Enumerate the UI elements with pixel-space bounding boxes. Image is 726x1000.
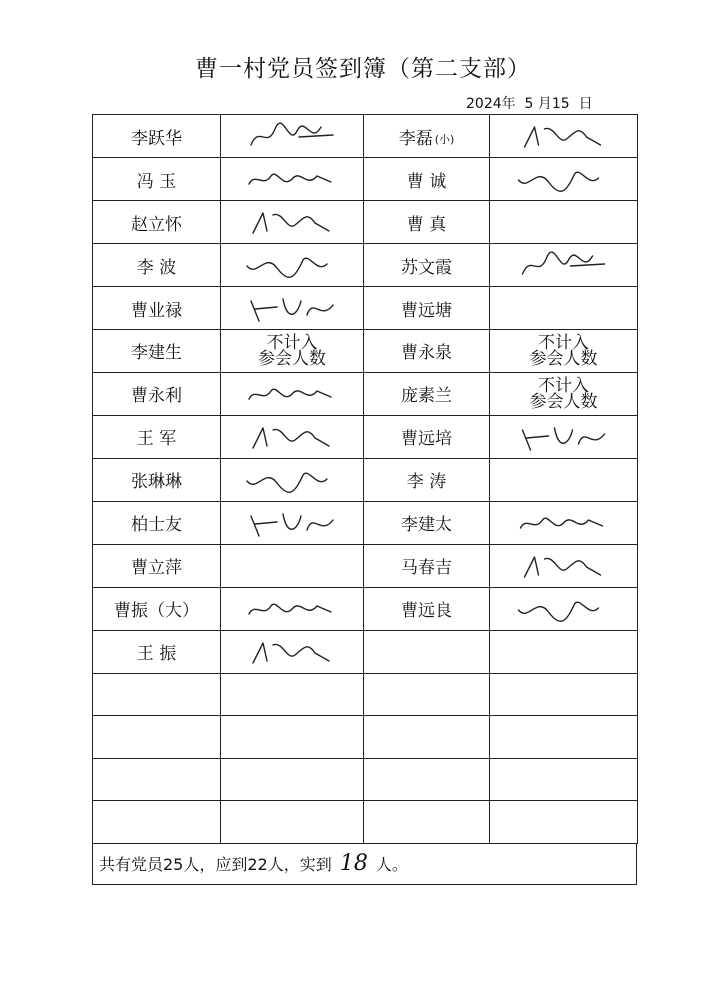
table-row — [93, 673, 638, 716]
table-row — [93, 287, 638, 330]
sheet-title: 曹一村党员签到簿（第二支部） — [195, 56, 531, 82]
left-member-name — [93, 716, 221, 759]
right-member-name — [364, 201, 490, 244]
left-signature-empty — [221, 673, 364, 716]
right-member-name — [364, 801, 490, 844]
left-signature — [221, 158, 364, 201]
member-name-text: 李建太 — [401, 515, 452, 535]
note-line: 参会人数 — [529, 348, 598, 369]
table-row — [93, 201, 638, 244]
left-not-counted-note — [221, 330, 364, 373]
note-line: 参会人数 — [529, 391, 598, 412]
member-name-text: 曹 诚 — [406, 171, 447, 192]
member-name-text: 冯 玉 — [136, 171, 177, 192]
handwritten-signature — [490, 588, 637, 630]
left-signature — [221, 415, 364, 458]
right-member-name — [364, 244, 490, 287]
member-name-suffix: (小) — [434, 132, 455, 146]
right-signature-empty — [490, 758, 638, 801]
summary-suffix: 人。 — [375, 855, 408, 874]
right-signature — [490, 415, 638, 458]
handwritten-signature — [221, 459, 363, 501]
handwritten-signature — [221, 373, 363, 415]
left-member-name — [93, 244, 221, 287]
right-member-name — [364, 758, 490, 801]
right-not-counted-note — [490, 330, 638, 373]
table-row — [93, 415, 638, 458]
member-name-text: 李跃华 — [131, 128, 182, 149]
member-name-text: 曹远塘 — [401, 300, 452, 321]
member-name-text: 曹立萍 — [131, 558, 182, 578]
handwritten-signature — [490, 115, 637, 157]
left-signature-empty — [221, 758, 364, 801]
left-member-name — [93, 201, 221, 244]
handwritten-signature — [221, 502, 363, 544]
member-name-text: 马春吉 — [401, 558, 452, 578]
handwritten-signature — [221, 416, 363, 458]
sign-in-table — [92, 114, 638, 844]
handwritten-signature — [221, 244, 363, 286]
left-signature — [221, 458, 364, 501]
right-signature-empty — [490, 201, 638, 244]
handwritten-signature — [221, 287, 363, 329]
attendance-summary — [92, 843, 637, 885]
right-member-name — [364, 458, 490, 501]
table-row — [93, 587, 638, 630]
table-row — [93, 758, 638, 801]
left-member-name — [93, 630, 221, 673]
right-member-name — [364, 544, 490, 587]
member-name-text: 王 振 — [136, 644, 177, 664]
right-signature-empty — [490, 287, 638, 330]
handwritten-signature — [490, 416, 637, 458]
right-signature-empty — [490, 801, 638, 844]
handwritten-signature — [221, 588, 363, 630]
left-member-name — [93, 287, 221, 330]
right-member-name — [364, 673, 490, 716]
member-name-text: 曹 真 — [406, 214, 447, 235]
right-member-name — [364, 158, 490, 201]
right-not-counted-note — [490, 372, 638, 415]
left-member-name — [93, 544, 221, 587]
right-signature — [490, 115, 638, 158]
right-signature — [490, 544, 638, 587]
right-member-name — [364, 287, 490, 330]
handwritten-signature — [221, 158, 363, 200]
right-signature — [490, 244, 638, 287]
right-member-name — [364, 372, 490, 415]
member-name-text: 曹振（大） — [114, 601, 199, 621]
left-signature — [221, 115, 364, 158]
table-row — [93, 458, 638, 501]
right-member-name — [364, 587, 490, 630]
handwritten-signature — [221, 631, 363, 673]
table-row — [93, 158, 638, 201]
member-name-text: 张琳琳 — [131, 472, 182, 492]
member-name-text: 李 涛 — [406, 472, 447, 492]
member-name-text: 柏士友 — [131, 515, 182, 535]
member-name-text: 赵立怀 — [131, 214, 182, 235]
member-name-text: 曹远培 — [401, 429, 452, 449]
table-row — [93, 501, 638, 544]
left-member-name — [93, 372, 221, 415]
right-signature-empty — [490, 716, 638, 759]
table-row — [93, 544, 638, 587]
right-member-name — [364, 115, 490, 158]
left-member-name — [93, 415, 221, 458]
left-signature-empty — [221, 544, 364, 587]
member-name-text: 庞素兰 — [401, 386, 452, 406]
note-line: 参会人数 — [258, 348, 326, 369]
left-member-name — [93, 330, 221, 373]
right-signature-empty — [490, 458, 638, 501]
left-member-name — [93, 458, 221, 501]
table-row — [93, 115, 638, 158]
right-member-name — [364, 415, 490, 458]
table-row — [93, 244, 638, 287]
member-name-text: 李 波 — [136, 257, 177, 278]
handwritten-signature — [490, 158, 637, 200]
table-row — [93, 630, 638, 673]
handwritten-signature — [490, 502, 637, 544]
left-signature — [221, 287, 364, 330]
handwritten-signature — [221, 201, 363, 243]
right-member-name — [364, 501, 490, 544]
left-signature-empty — [221, 716, 364, 759]
actual-count-handwritten: 18 — [339, 851, 368, 876]
member-name-text: 李建生 — [131, 343, 182, 364]
right-member-name — [364, 330, 490, 373]
left-member-name — [93, 801, 221, 844]
left-member-name — [93, 501, 221, 544]
member-name-text: 曹永利 — [131, 386, 182, 406]
left-member-name — [93, 158, 221, 201]
table-row — [93, 801, 638, 844]
left-member-name — [93, 758, 221, 801]
right-signature-empty — [490, 673, 638, 716]
handwritten-signature — [490, 545, 637, 587]
member-name-text: 王 军 — [136, 429, 177, 449]
handwritten-signature — [221, 115, 363, 157]
handwritten-signature — [490, 244, 637, 286]
left-signature — [221, 587, 364, 630]
table-row — [93, 716, 638, 759]
left-signature — [221, 372, 364, 415]
summary-prefix: 共有党员25人，应到22人，实到 — [99, 855, 332, 874]
note-line: 不计入 — [266, 332, 318, 353]
table-row — [93, 330, 638, 373]
sign-in-date: 2024年 5 月15 日 — [466, 96, 593, 112]
table-row — [93, 372, 638, 415]
member-name-text: 曹远良 — [401, 601, 452, 621]
left-member-name — [93, 587, 221, 630]
left-signature — [221, 630, 364, 673]
left-signature-empty — [221, 801, 364, 844]
note-line: 不计入 — [538, 332, 589, 353]
left-signature — [221, 501, 364, 544]
right-signature — [490, 158, 638, 201]
member-name-text: 曹业禄 — [131, 300, 182, 321]
right-signature — [490, 501, 638, 544]
member-name-text: 曹永泉 — [401, 343, 452, 364]
note-line: 不计入 — [538, 375, 589, 396]
left-member-name — [93, 673, 221, 716]
member-name-text: 李磊 — [398, 128, 433, 149]
right-member-name — [364, 630, 490, 673]
member-name-text: 苏文霞 — [401, 257, 452, 278]
left-member-name — [93, 115, 221, 158]
right-signature-empty — [490, 630, 638, 673]
left-signature — [221, 201, 364, 244]
right-signature — [490, 587, 638, 630]
right-member-name — [364, 716, 490, 759]
left-signature — [221, 244, 364, 287]
